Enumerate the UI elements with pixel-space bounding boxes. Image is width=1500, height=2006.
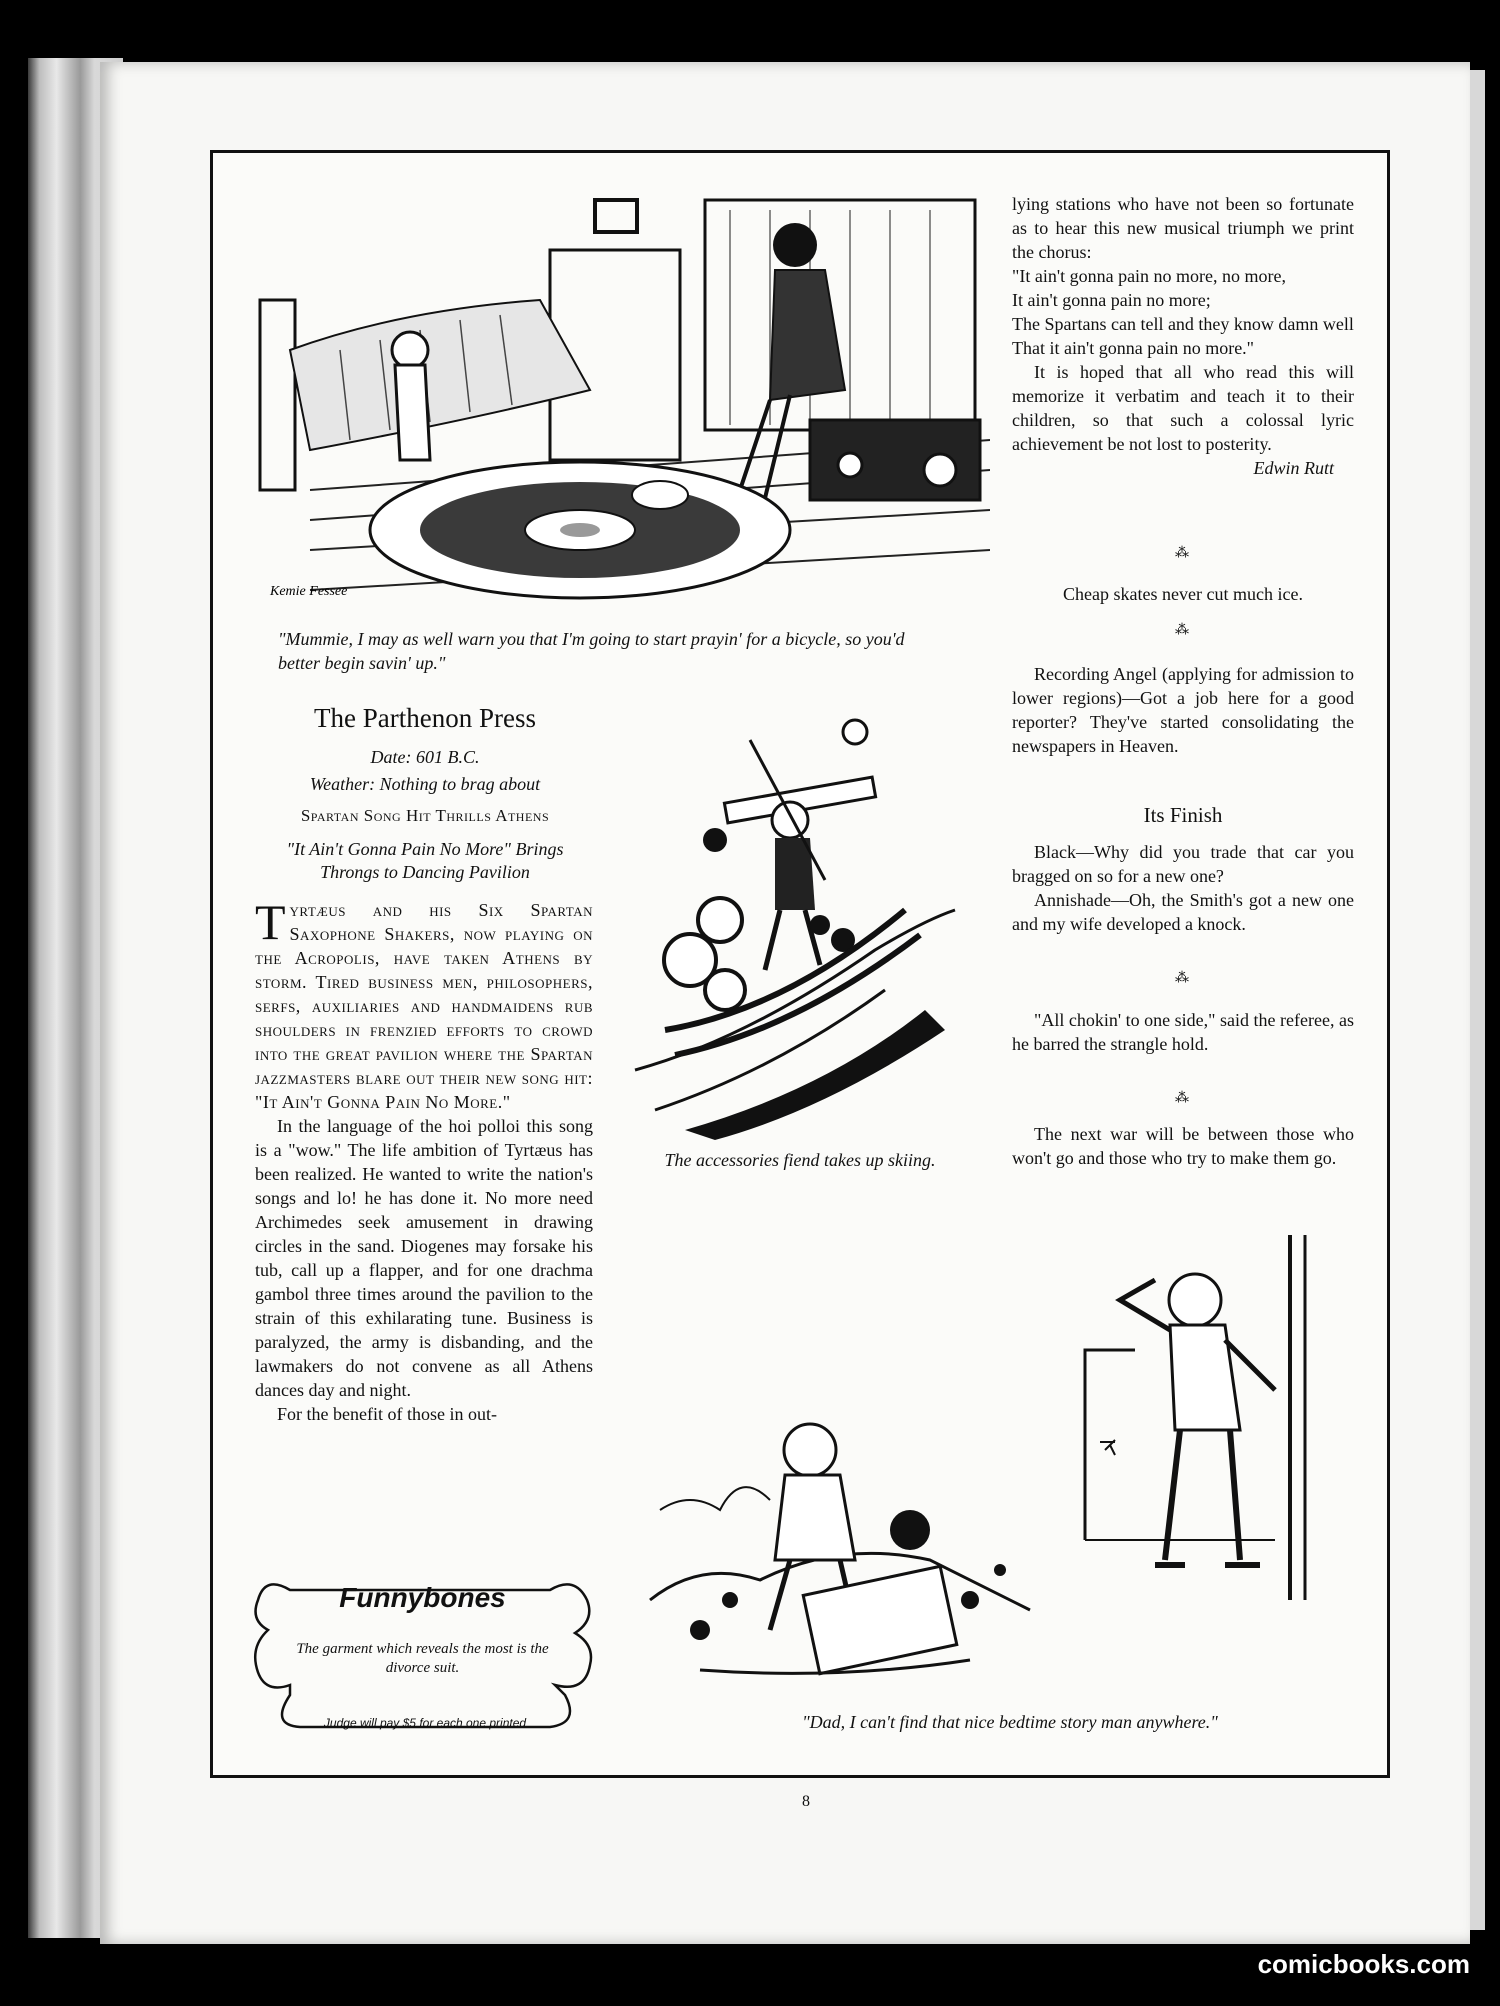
page-number: 8 [802,1793,810,1810]
funnybones-title: Funnybones [339,1582,506,1613]
drop-cap: T [255,894,286,950]
press-para-2: In the language of the hoi polloi this song is a "wow." The life ambition of Tyrtæus has been realized. He wanted to write the nation's songs and lo! he has done it. No more need Archimedes seek amusement in drawing circles in the sand. Diogenes may forsake his tub, call up a flapper, and for one drachma gambol three times around the pavilion to the strain of this exhilarating tune. Business is paralyzed, the army is disbanding, and the lawmakers do not convene as all Athens dances day and night. [255,1116,593,1400]
cartoon1-caption: "Mummie, I may as well warn you that I'm going to start prayin' for a bicycle, so you'd better begin savin' up." [278,629,905,673]
chorus-line-4: That it ain't gonna pain no more." [1012,338,1255,358]
funnybones-text: The garment which reveals the most is the divorce suit. [296,1641,549,1676]
press-headline: Spartan Song Hit Thrills Athens [300,806,550,825]
press-weather: Weather: Nothing to brag about [309,774,541,794]
press-cont-close: It is hoped that all who read this will memorize it verbatim and teach it to their children, so that such a colossal lyric achievement be not lost to posterity. [1012,362,1354,454]
press-title: The Parthenon Press [314,703,536,733]
cartoon3-caption: "Dad, I can't find that nice bedtime story man anywhere." [802,1712,1218,1732]
press-para-3: For the benefit of those in out- [277,1404,497,1424]
separator-4: ⁂ [1175,1091,1191,1106]
separator-2: ⁂ [1175,623,1191,638]
cartoon1-signature: Kemie Fessee [270,584,348,599]
funnybones-footer: Judge will pay $5 for each one printed [323,1716,527,1730]
finish-title: Its Finish [1143,803,1223,827]
skier-cartoon [625,710,965,1140]
finish-line-2: Annishade—Oh, the Smith's got a new one and my wife developed a knock. [1012,890,1354,934]
child-radio-cartoon [640,1410,1040,1690]
press-para-1: yrtæus and his Six Spartan Saxophone Shakers, now playing on the Acropolis, have taken Athens by storm. Tired business men, philosophers, serfs, auxiliaries and handmaidens rub shoulders in frenzied efforts to crowd into the great pavilion where the Spartan jazzmasters blare out their new song hit: "It Ain't Gonna Pain No More." [255,900,593,1112]
press-subhead: "It Ain't Gonna Pain No More" Brings Throngs to Dancing Pavilion [286,839,564,882]
press-author: Edwin Rutt [1253,458,1334,478]
joke-choking: "All chokin' to one side," said the referee, as he barred the strangle hold. [1012,1010,1354,1054]
joke-next-war: The next war will be between those who won't go and those who try to make them go. [1012,1124,1354,1168]
site-watermark: comicbooks.com [1257,1949,1470,1979]
cartoon2-caption: The accessories fiend takes up skiing. [664,1150,936,1170]
chorus-line-3: The Spartans can tell and they know damn well [1012,314,1354,334]
press-continued [1012,192,1354,480]
joke-skates: Cheap skates never cut much ice. [1063,584,1303,604]
press-article [255,894,593,1426]
finish-line-1: Black—Why did you trade that car you bragged on so for a new one? [1012,842,1354,886]
chorus-line-2: It ain't gonna pain no more; [1012,290,1211,310]
press-date: Date: 601 B.C. [370,747,480,767]
bedroom-cartoon [250,190,990,620]
press-cont-lead: lying stations who have not been so fortunate as to hear this new musical triumph we print the chorus: [1012,194,1354,262]
chorus-line-1: "It ain't gonna pain no more, no more, [1012,266,1287,286]
separator-1: ⁂ [1175,546,1191,561]
joke-its-finish [1012,840,1354,936]
man-at-door-cartoon [1075,1230,1365,1610]
separator-3: ⁂ [1175,971,1191,986]
joke-recording-angel: Recording Angel (applying for admission to lower regions)—Got a job here for a good reporter? They've started consolidating the newspapers in Heaven. [1012,664,1354,756]
